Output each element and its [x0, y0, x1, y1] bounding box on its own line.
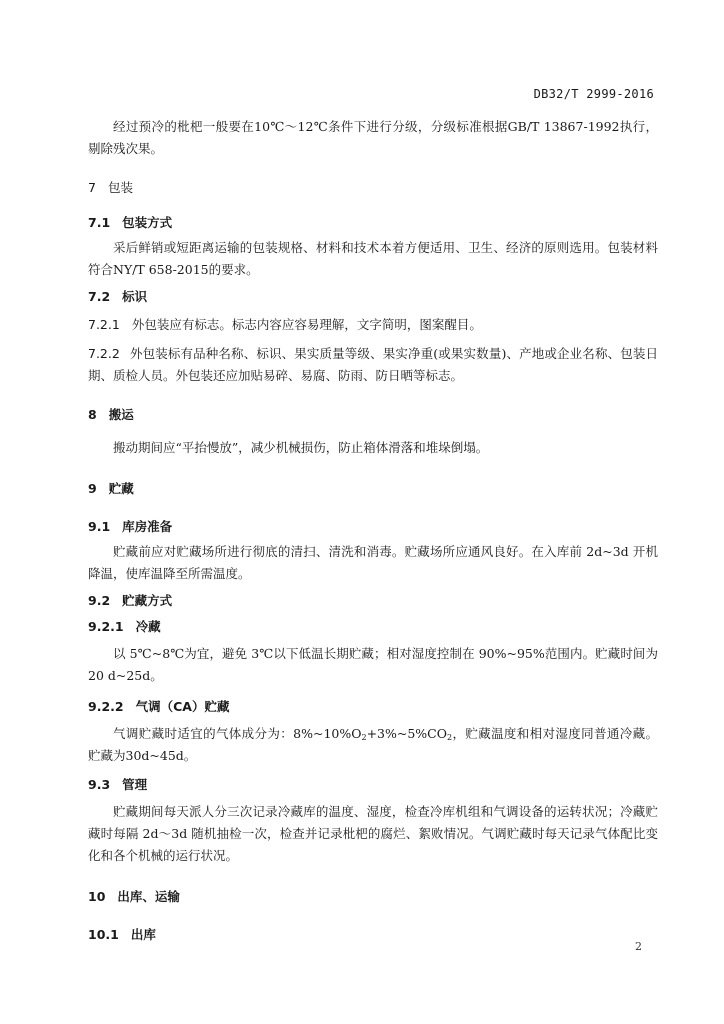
section-10-title: 出库、运输	[117, 889, 180, 904]
section-10-1-heading	[88, 925, 658, 945]
section-10-heading	[88, 887, 658, 907]
section-9-heading	[88, 479, 658, 499]
section-8-heading	[88, 405, 658, 425]
section-9-1-number: 9.1	[88, 519, 111, 534]
section-9-2-1-number: 9.2.1	[88, 619, 124, 634]
gas-text-b: +3%~5%CO	[366, 726, 447, 741]
section-9-3-number: 9.3	[88, 777, 111, 792]
section-9-2-heading	[88, 591, 658, 611]
section-7-1-number: 7.1	[88, 215, 111, 230]
section-7-2-1-item	[88, 315, 658, 335]
section-10-1-number: 10.1	[88, 927, 119, 942]
section-7-1-title: 包装方式	[122, 215, 173, 230]
section-7-2-title: 标识	[122, 289, 148, 304]
section-9-number: 9	[88, 481, 97, 496]
section-9-2-1-paragraph: 以 5℃~8℃为宜，避免 3℃以下低温长期贮藏；相对湿度控制在 90%~95%范围内。贮藏时间为20 d~25d。	[88, 646, 658, 683]
section-10-1-title: 出库	[130, 927, 156, 942]
section-9-3-paragraph: 贮藏期间每天派人分三次记录冷藏库的温度、湿度，检查冷库机组和气调设备的运转状况；冷藏贮藏时每隔 2d～3d 随机抽检一次，检查并记录枇杷的腐烂、絮败情况。气调贮藏时每天记录气体配比变化和各个机械的运行状况。	[88, 804, 658, 863]
section-8-paragraph: 搬动期间应“平抬慢放”，减少机械损伤，防止箱体滑落和堆垛倒塌。	[113, 440, 489, 455]
section-7-1-paragraph: 采后鲜销或短距离运输的包装规格、材料和技术本着方便适用、卫生、经济的原则选用。包装材料符合NY/T 658-2015的要求。	[88, 240, 658, 277]
section-9-3-heading	[88, 775, 658, 795]
section-7-heading	[88, 178, 658, 198]
intro-paragraph: 经过预冷的枇杷一般要在10℃～12℃条件下进行分级，分级标准根据GB/T 13867-1992执行，剔除残次果。	[88, 119, 658, 156]
section-8-number: 8	[88, 407, 97, 422]
page-number: 2	[635, 940, 642, 953]
gas-subscript-o2: 2	[361, 733, 367, 742]
gas-text-a: 气调贮藏时适宜的气体成分为：8%~10%O	[113, 726, 362, 741]
section-7-2-2-item	[88, 343, 658, 387]
gas-subscript-co2: 2	[447, 733, 453, 742]
document-code: DB32/T 2999-2016	[533, 87, 654, 101]
gas-text-c: ，贮藏温度和相对湿度同普通冷藏。贮藏为30d~45d。	[88, 726, 658, 763]
section-9-1-title: 库房准备	[122, 519, 173, 534]
section-9-2-number: 9.2	[88, 593, 111, 608]
section-9-2-2-title: 气调（CA）贮藏	[135, 699, 230, 714]
section-9-3-title: 管理	[122, 777, 148, 792]
section-9-2-2-heading	[88, 697, 658, 717]
section-9-1-paragraph: 贮藏前应对贮藏场所进行彻底的清扫、清洗和消毒。贮藏场所应通风良好。在入库前 2d~3d 开机降温，使库温降至所需温度。	[88, 544, 658, 581]
document-body	[88, 116, 658, 945]
section-9-title: 贮藏	[108, 481, 134, 496]
section-7-2-2-text: 外包装标有品种名称、标识、果实质量等级、果实净重(或果实数量)、产地或企业名称、包装日期、质检人员。外包装还应加贴易碎、易腐、防雨、防日晒等标志。	[88, 346, 658, 383]
section-10-number: 10	[88, 889, 106, 904]
section-7-2-number: 7.2	[88, 289, 111, 304]
section-7-2-1-number: 7.2.1	[88, 317, 120, 332]
section-7-1-heading	[88, 213, 658, 233]
section-7-2-1-text: 外包装应有标志。标志内容应容易理解，文字简明，图案醒目。	[131, 317, 482, 332]
section-9-2-1-title: 冷藏	[135, 619, 161, 634]
section-7-2-2-number: 7.2.2	[88, 346, 120, 361]
section-9-2-2-paragraph	[88, 723, 658, 767]
section-7-2-heading	[88, 287, 658, 307]
section-9-2-title: 贮藏方式	[122, 593, 173, 608]
section-9-1-heading	[88, 517, 658, 537]
section-7-title: 包装	[107, 180, 133, 195]
section-9-2-1-heading	[88, 617, 658, 637]
section-7-number: 7	[88, 180, 96, 195]
section-9-2-2-number: 9.2.2	[88, 699, 124, 714]
section-8-title: 搬运	[108, 407, 134, 422]
